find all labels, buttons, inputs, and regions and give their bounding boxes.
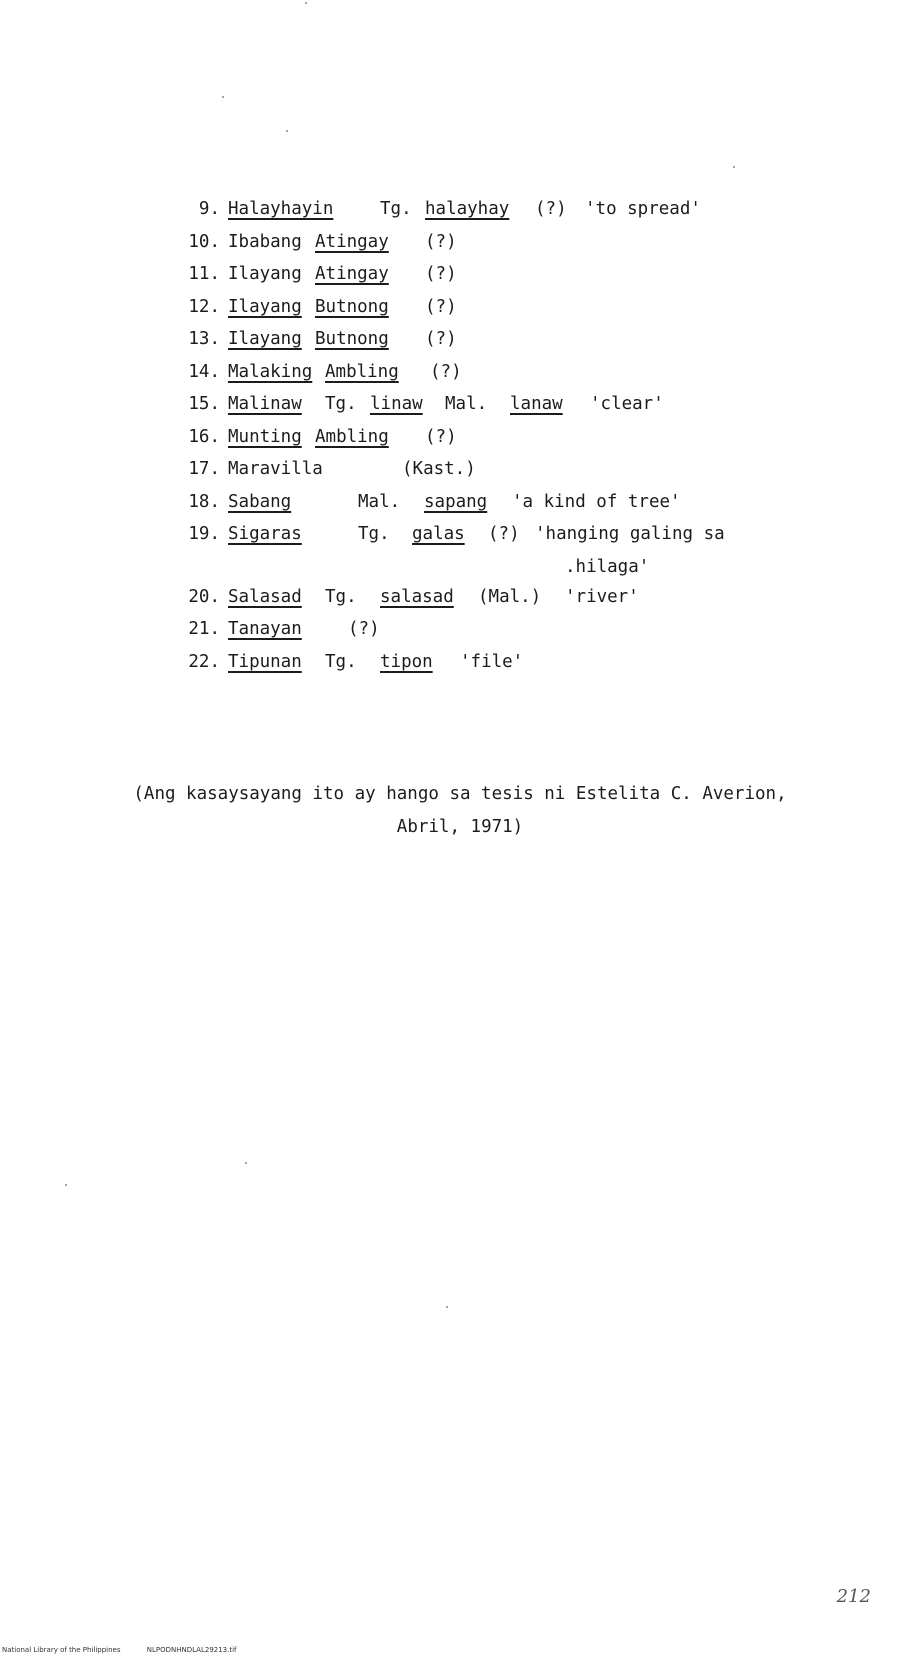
source-note-line-1: (Ang kasaysayang ito ay hango sa tesis ni Estelita C. Averion, (133, 784, 787, 804)
source-note-line-2: Abril, 1971) (396, 817, 524, 837)
scan-speck (65, 1184, 67, 1186)
underlined-term: Tanayan (228, 619, 302, 639)
underlined-term: Ambling (325, 361, 399, 382)
underlined-term: Sabang (228, 491, 292, 512)
item-number: 18. (188, 491, 220, 512)
archive-source: National Library of the Philippines (2, 1646, 121, 1654)
list-item (180, 231, 820, 264)
entry-text: (?) (348, 619, 380, 639)
item-number: 21. (188, 619, 220, 639)
scan-speck (245, 1162, 247, 1164)
entry-text: Tg. (325, 651, 357, 672)
entry-text: Maravilla (228, 459, 323, 479)
item-number: 10. (188, 231, 220, 252)
list-item (180, 263, 820, 296)
entry-text: 'river' (565, 586, 639, 607)
archive-footer (2, 1646, 237, 1654)
scan-speck (286, 130, 288, 132)
underlined-term: Atingay (315, 264, 389, 284)
underlined-term: Atingay (315, 231, 389, 252)
list-item (180, 491, 820, 524)
underlined-term: Malinaw (228, 394, 302, 414)
item-number: 20. (188, 586, 220, 607)
item-number: 12. (188, 296, 220, 317)
list-item (180, 361, 820, 394)
item-number: 9. (198, 199, 220, 219)
entry-text: Tg. (358, 524, 390, 544)
underlined-term: Malaking (228, 361, 313, 382)
list-item-continuation (180, 556, 820, 586)
item-number: 13. (188, 329, 220, 349)
entry-text: (?) (425, 329, 457, 349)
underlined-term: Halayhayin (228, 199, 334, 219)
entry-text: 'file' (460, 651, 524, 672)
underlined-term: Sigaras (228, 524, 302, 544)
list-item (180, 618, 820, 651)
underlined-term: salasad (380, 586, 454, 607)
underlined-term: Salasad (228, 586, 302, 607)
scan-speck (222, 96, 224, 98)
list-item (180, 651, 820, 684)
list-item (180, 296, 820, 329)
entry-text: 'to spread' (585, 199, 701, 219)
underlined-term: Tipunan (228, 651, 302, 672)
entry-text: Tg. (380, 199, 412, 219)
underlined-term: Ambling (315, 426, 389, 447)
entry-text: (?) (425, 231, 457, 252)
item-number: 22. (188, 651, 220, 672)
list-item (180, 586, 820, 619)
underlined-term: linaw (370, 394, 423, 414)
entry-text: (Mal.) (478, 586, 542, 607)
entry-text: (?) (535, 199, 567, 219)
entry-text: Ibabang (228, 231, 302, 252)
entry-text: (?) (425, 264, 457, 284)
scan-speck (733, 166, 735, 168)
underlined-term: Butnong (315, 296, 389, 317)
item-number: 17. (188, 459, 220, 479)
scan-speck (305, 2, 307, 4)
underlined-term: halayhay (425, 199, 510, 219)
item-number: 16. (188, 426, 220, 447)
entry-text: (?) (425, 426, 457, 447)
underlined-term: galas (412, 524, 465, 544)
entry-text: (Kast.) (402, 459, 476, 479)
entry-text: Tg. (325, 586, 357, 607)
underlined-term: tipon (380, 651, 433, 672)
underlined-term: Munting (228, 426, 302, 447)
list-item (180, 458, 820, 491)
item-number: 19. (188, 524, 220, 544)
entry-text: Tg. (325, 394, 357, 414)
entry-text: 'hanging galing sa (535, 524, 725, 544)
entry-text: (?) (430, 361, 462, 382)
underlined-term: sapang (424, 491, 488, 512)
archive-filename: NLPODNHNDLAL29213.tif (146, 1646, 237, 1654)
place-name-list (180, 198, 820, 683)
list-item (180, 393, 820, 426)
item-number: 14. (188, 361, 220, 382)
underlined-term: lanaw (510, 394, 563, 414)
scan-speck (446, 1306, 448, 1308)
list-item (180, 426, 820, 459)
entry-text: Mal. (445, 394, 488, 414)
entry-text: (?) (425, 296, 457, 317)
entry-text: Ilayang (228, 264, 302, 284)
item-number: 15. (188, 394, 220, 414)
underlined-term: Ilayang (228, 329, 302, 349)
list-item (180, 523, 820, 556)
list-item (180, 198, 820, 231)
list-item (180, 328, 820, 361)
item-number: 11. (188, 264, 220, 284)
underlined-term: Butnong (315, 329, 389, 349)
entry-text: 'a kind of tree' (512, 491, 681, 512)
source-note (100, 778, 820, 844)
entry-text: 'clear' (590, 394, 664, 414)
entry-text: .hilaga' (565, 556, 650, 577)
page-number: 212 (836, 1586, 871, 1607)
entry-text: Mal. (358, 491, 401, 512)
underlined-term: Ilayang (228, 296, 302, 317)
entry-text: (?) (488, 524, 520, 544)
